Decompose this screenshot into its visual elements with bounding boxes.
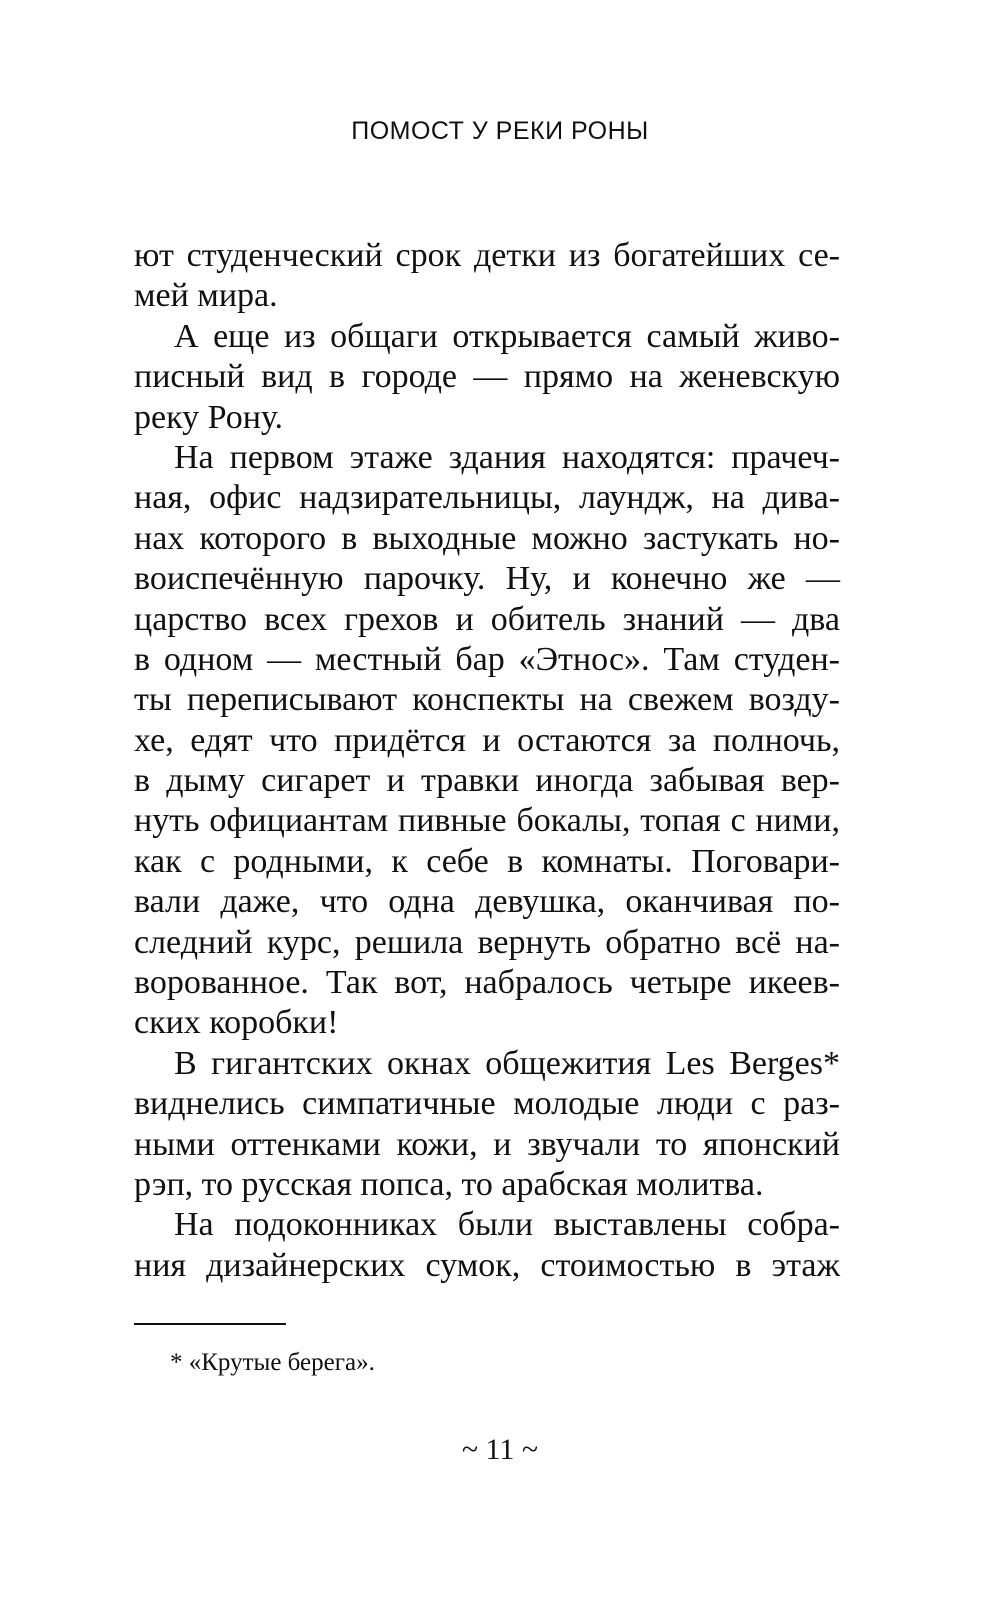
text-line: На подоконниках были выставлены собра- (174, 1206, 840, 1244)
text-line: В гигантских окнах общежития Les Berges* (174, 1044, 840, 1082)
text-line: мей мира. (134, 277, 278, 315)
text-line: ских коробки! (134, 1004, 339, 1042)
text-line: хе, едят что придётся и остаются за полночь, (134, 721, 840, 759)
text-line: царство всех грехов и обитель знаний — два (134, 600, 840, 638)
footnote-divider (134, 1323, 286, 1325)
text-line: писный вид в городе — прямо на женевскую (134, 358, 840, 396)
text-line: рэп, то русская попса, то арабская молитва. (134, 1165, 764, 1203)
footnote: * «Крутые берега». (170, 1349, 375, 1376)
text-line: ворованное. Так вот, набралось четыре икеев- (134, 964, 840, 1002)
text-line: ния дизайнерских сумок, стоимостью в этаж (134, 1246, 840, 1284)
text-line: воиспечённую парочку. Ну, и конечно же — (134, 560, 840, 598)
page-number: ~ 11 ~ (461, 1433, 539, 1466)
text-line: ными оттенками кожи, и звучали то японский (134, 1125, 840, 1163)
text-line: нуть официантам пивные бокалы, топая с ними, (134, 802, 840, 840)
text-line: ная, офис надзирательницы, лаундж, на дива- (134, 479, 840, 517)
running-head: ПОМОСТ У РЕКИ РОНЫ (351, 117, 649, 145)
text-line: На первом этаже здания находятся: прачеч- (174, 438, 840, 476)
text-line: как с родными, к себе в комнаты. Поговари- (134, 842, 840, 880)
text-line: А еще из общаги открывается самый живо- (174, 317, 840, 355)
text-line: в дыму сигарет и травки иногда забывая вер- (134, 762, 840, 800)
text-line: в одном — местный бар «Этнос». Там студен- (134, 640, 840, 678)
body-text (134, 236, 840, 1286)
text-line: реку Рону. (134, 398, 283, 436)
text-line: нах которого в выходные можно застукать но- (134, 519, 840, 557)
text-line: следний курс, решила вернуть обратно всё на- (134, 923, 840, 961)
text-line: ты переписывают конспекты на свежем возду- (134, 681, 840, 719)
text-line: виднелись симпатичные молодые люди с раз- (134, 1085, 840, 1123)
text-line: ют студенческий срок детки из богатейших се- (134, 237, 840, 274)
text-line: вали даже, что одна девушка, оканчивая по- (134, 883, 840, 921)
